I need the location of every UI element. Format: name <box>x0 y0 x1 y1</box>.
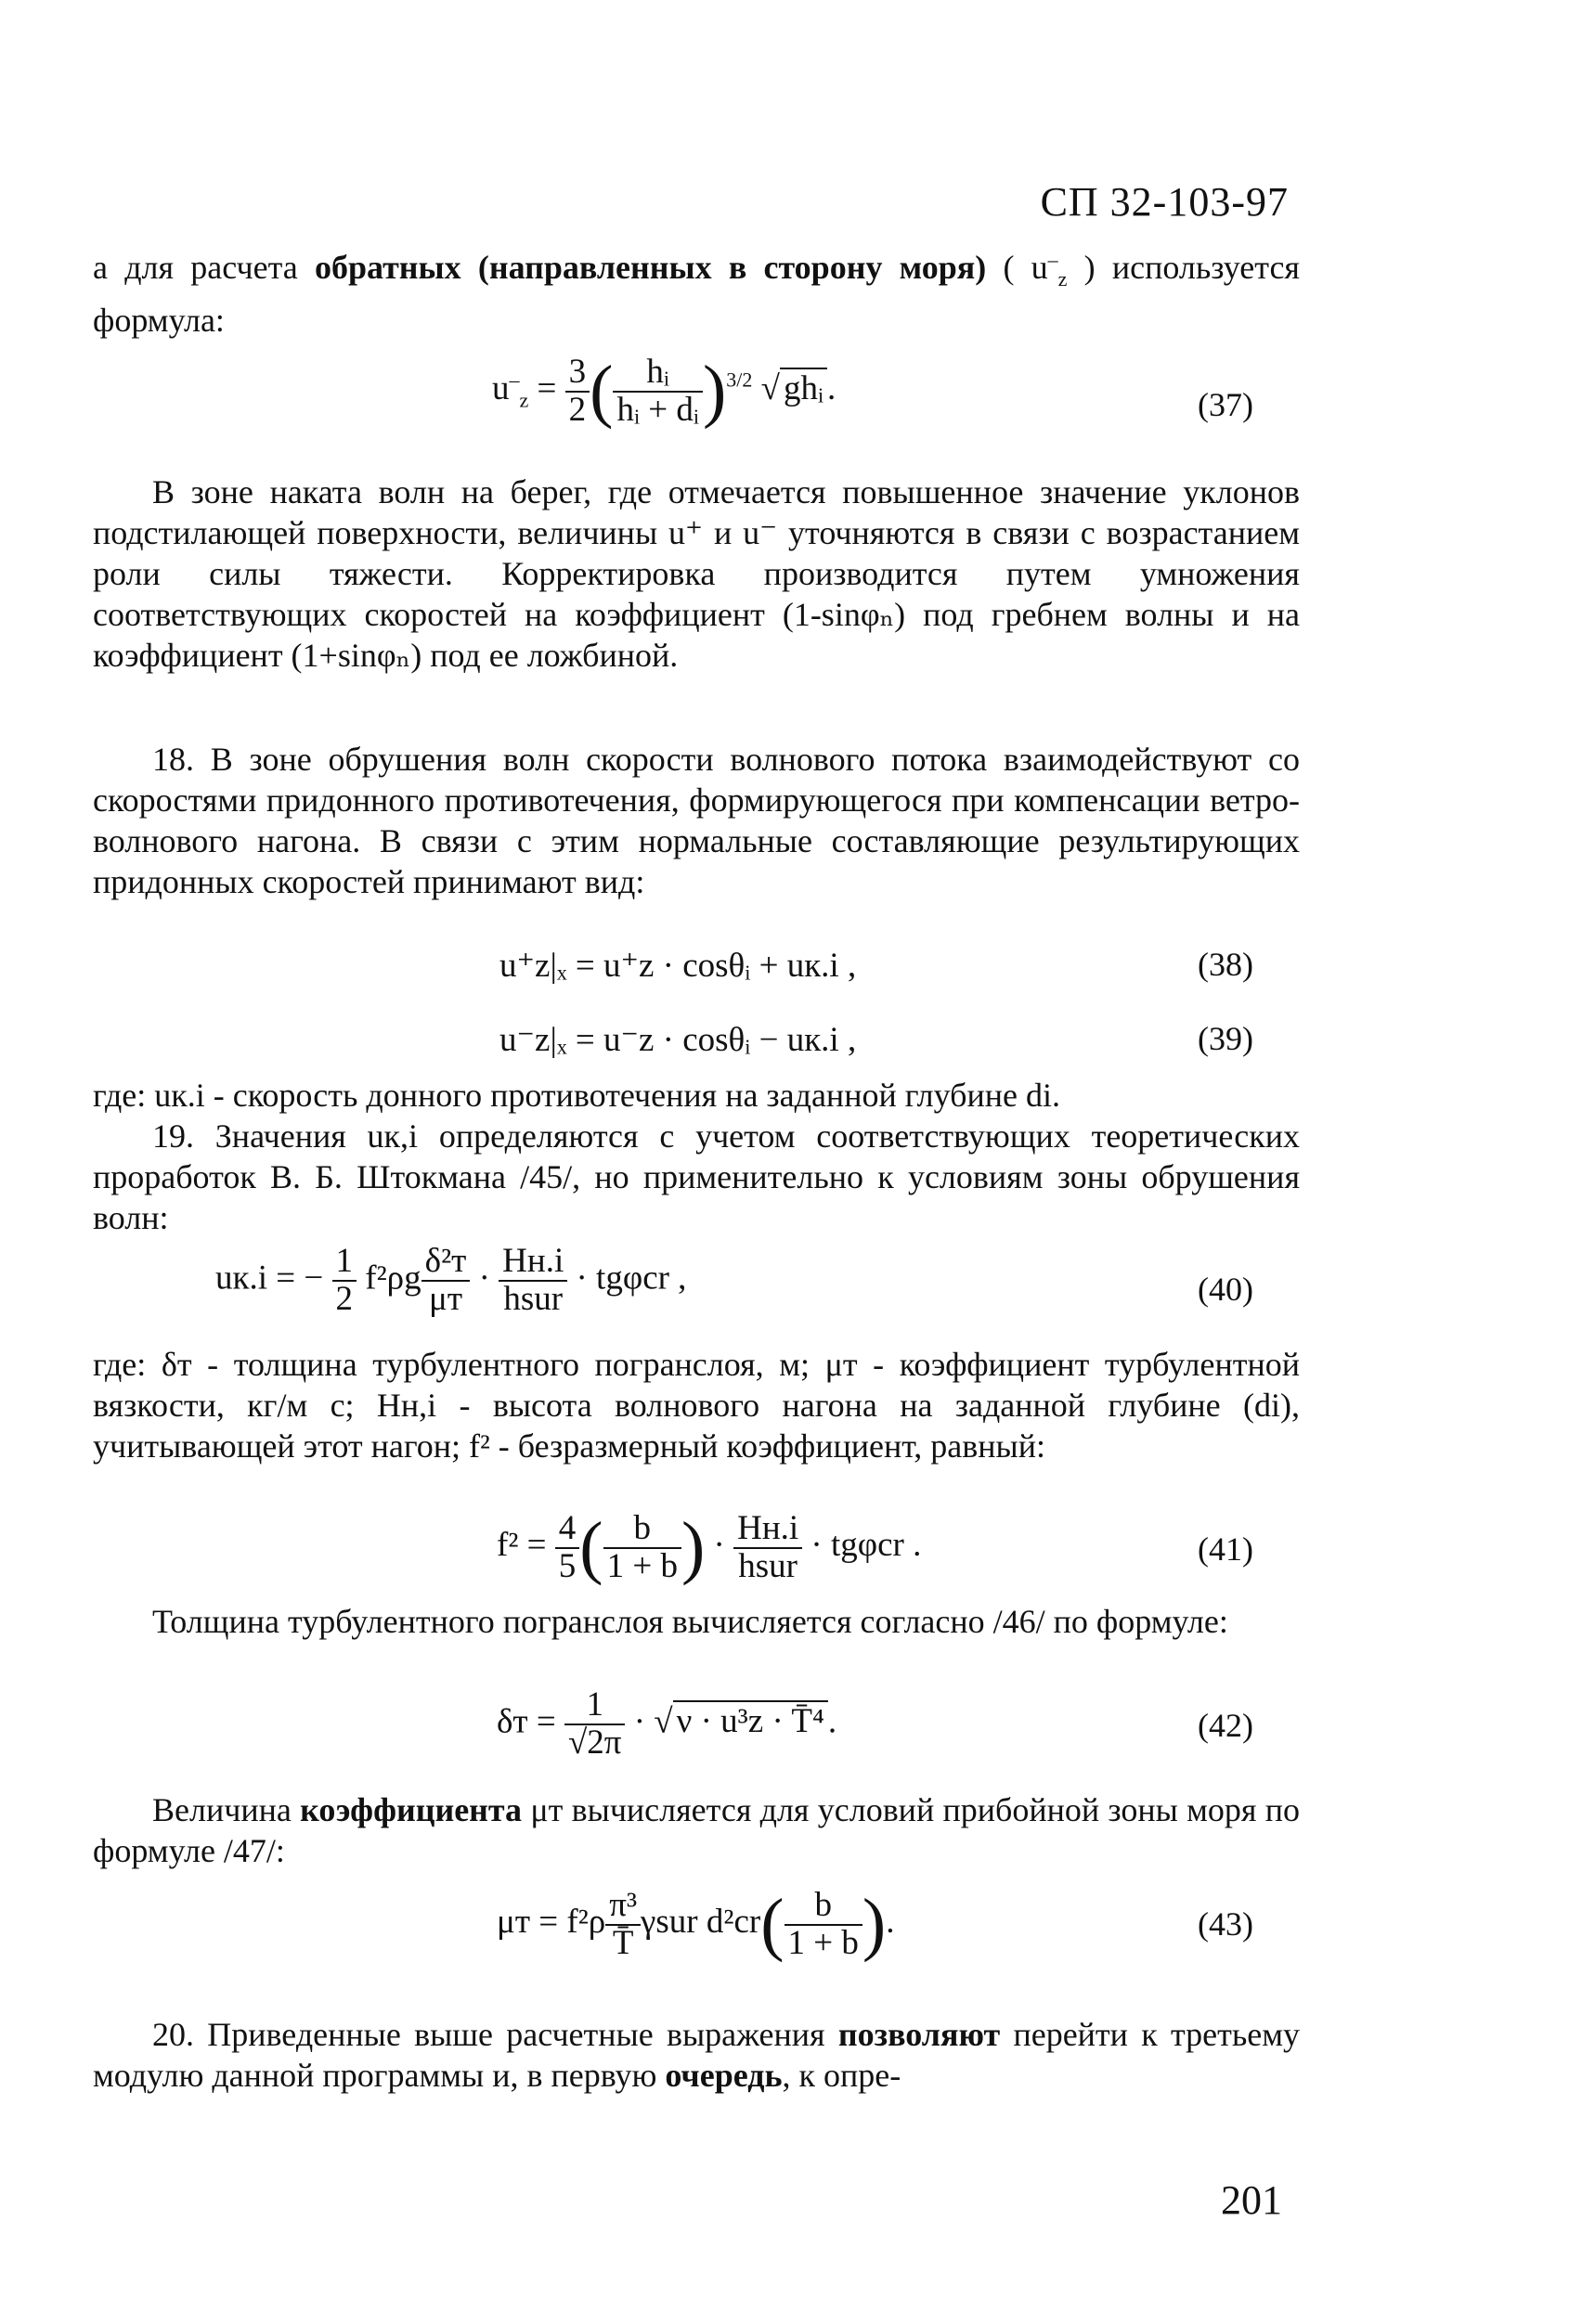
bold-word: позволяют <box>837 2016 1001 2053</box>
equation-43: μт = f²ρ $\frac{\text{π³}}{T̄}$ γsur d²cr( $\frac{b}{1 + b}$ ). <box>497 1885 895 1963</box>
paragraph-viscosity-coefficient: Величина коэффициента μт вычисляется для условий прибойной зоны моря по формуле /47/: <box>93 1791 1300 1869</box>
equation-number-38: (38) <box>1198 946 1253 983</box>
paragraph-20: 20. Приведенные выше расчетные выражения позволяют перейти к третьему модулю данной программы и, в первую очередь, к опре- <box>93 2016 1301 2094</box>
paragraph-18: 18. В зоне обрушения волн скорости волнового потока взаимодействуют со скоростями придонного противотечения, формирующегося при компенсации ветро-волнового нагона. В связи с этим нормальные составляющие результирующих придонных скоростей принимают вид: <box>93 741 1300 900</box>
equation-number-39: (39) <box>1198 1020 1253 1057</box>
equation-38: u⁺z|ₓ = u⁺z · cosθᵢ + uк.i , <box>499 947 857 985</box>
equation-number-42: (42) <box>1198 1707 1253 1744</box>
equation-39: u⁻z|ₓ = u⁻z · cosθᵢ − uк.i , <box>499 1021 857 1059</box>
equation-41: f² = $\frac{4}{5}$ ( $\frac{b}{1 + b}$ ) · $\frac{Hн.i}{\text{hsur}}$ · tgφcr . <box>497 1508 922 1586</box>
equation-number-40: (40) <box>1198 1271 1253 1308</box>
bold-word: коэффициента <box>300 1791 523 1828</box>
document-code-header: СП 32-103-97 <box>1040 179 1289 225</box>
equation-number-41: (41) <box>1198 1530 1253 1568</box>
equation-number-37: (37) <box>1198 386 1253 423</box>
equation-40: uк.i = − $\frac{1}{2}$ f²ρg $\frac{\text{δ²т}}{\mu т}$ · $\frac{Hн.i}{\text{hsur}}$ · tgφcr , <box>215 1242 687 1318</box>
page-number: 201 <box>1221 2177 1282 2223</box>
paragraph-where-delta: где: δт - толщина турбулентного погранслоя, м; μт - коэффициент турбулентной вязкости, кг/м с; Hн,i - высота волнового нагона на заданной глубине (di), учитывающей этот нагон; f² - безразмерный коэффициент, равный: <box>93 1346 1300 1465</box>
bold-phrase: обратных (направленных в сторону моря) <box>314 249 987 286</box>
equation-number-43: (43) <box>1198 1905 1253 1943</box>
equation-42: δт = $\frac{1}{√2\pi}$ · √ ν · u³z · T̄⁴ . <box>497 1685 837 1762</box>
bold-word: очередь <box>665 2057 783 2094</box>
paragraph-boundary-layer: Толщина турбулентного погранслоя вычисляется согласно /46/ по формуле: <box>152 1603 1228 1640</box>
paragraph-where-uk: где: uк.i - скорость донного противотечения на заданной глубине di. <box>93 1077 1060 1114</box>
paragraph-19: 19. Значения uк,i определяются с учетом соответствующих теоретических проработок В. Б. Штокмана /45/, но применительно к условиям зоны обрушения волн: <box>93 1117 1300 1236</box>
paragraph-runup-zone: В зоне наката волн на берег, где отмечается повышенное значение уклонов подстилающей поверхности, величины u⁺ и u⁻ уточняются в связи с возрастанием роли силы тяжести. Корректировка производится путем умножения соответствующих скоростей на коэффициент (1-sinφₙ) под гребнем волны и на коэффициент (1+sinφₙ) под ее ложбиной. <box>93 473 1300 674</box>
paragraph-intro-formula: а для расчета обратных (направленных в сторону моря) ( $u^-_z$ ) используется формула: <box>93 248 1300 340</box>
equation-37: $u^-_z$ = $\frac{3}{2}$ ( $\frac{\text{hᵢ}}{\text{hᵢ + dᵢ}}$ )$^{3/2}$ √ ghᵢ . <box>492 352 836 430</box>
